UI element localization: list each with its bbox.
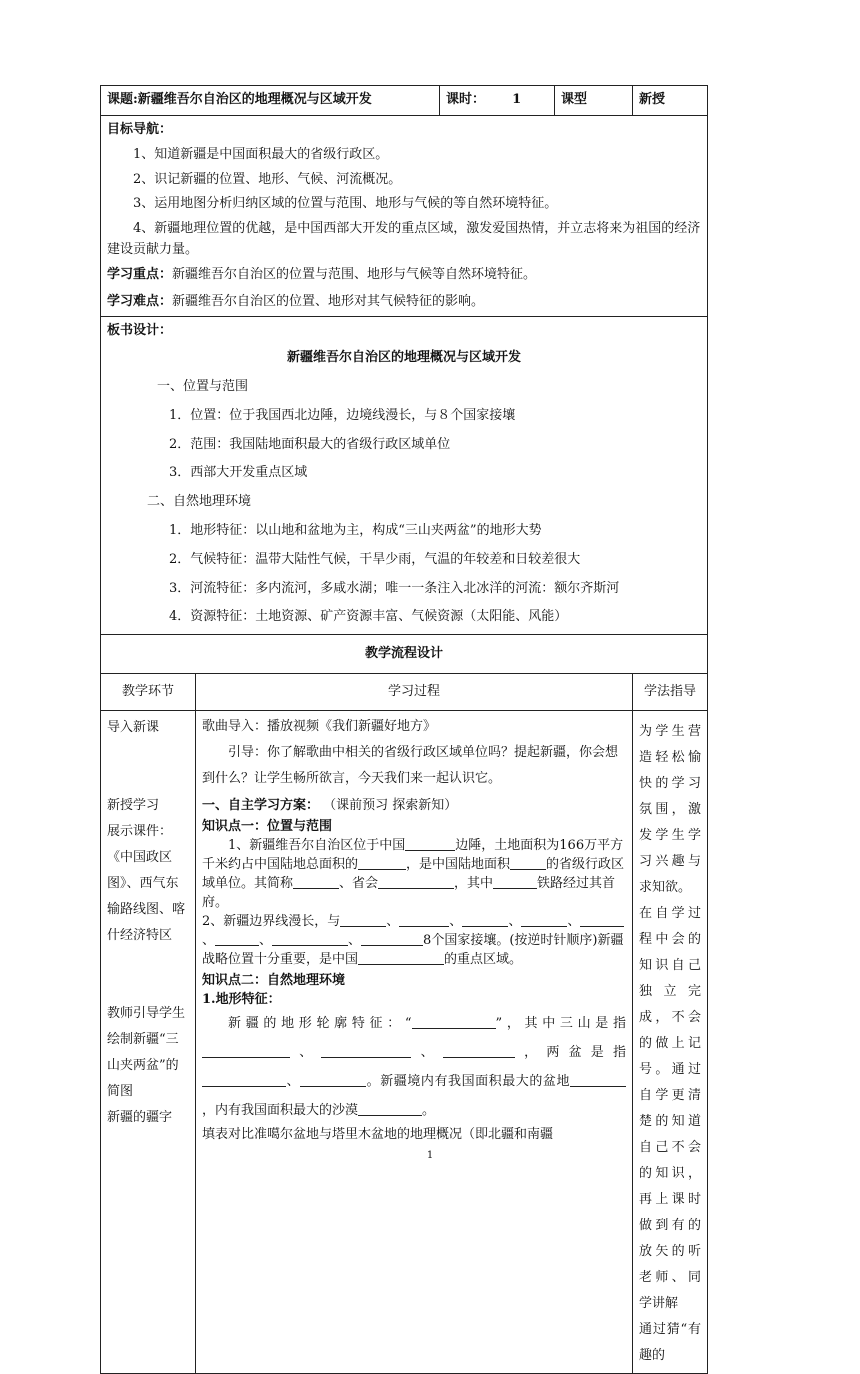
objectives-title: 目标导航： bbox=[107, 122, 173, 137]
board-item: 3．河流特征：多内流河，多咸水湖；唯一一条注入北冰洋的河流：额尔齐斯河 bbox=[169, 580, 620, 596]
board-item: 2．范围：我国陆地面积最大的省级行政区域单位 bbox=[169, 436, 451, 452]
difficult-points bbox=[107, 292, 701, 313]
blank-field[interactable] bbox=[321, 1044, 411, 1058]
key-points bbox=[107, 265, 701, 286]
blank-field[interactable] bbox=[521, 913, 567, 927]
board-item: 1．位置：位于我国西北边陲，边境线漫长，与８个国家接壤 bbox=[169, 407, 516, 423]
blank-field[interactable] bbox=[405, 837, 455, 851]
knowledge-1-title: 知识点一：位置与范围 bbox=[202, 819, 333, 835]
blank-field[interactable] bbox=[510, 856, 546, 870]
objective-item: 1、知道新疆是中国面积最大的省级行政区。 bbox=[133, 146, 389, 162]
objective-item: 4、新疆地理位置的优越，是中国西部大开发的重点区域，激发爱国热情，并立志将来为祖国的经济建设贡献力量。 bbox=[107, 221, 701, 257]
difficulty-label: 学习难点： bbox=[107, 293, 173, 309]
blank-field[interactable] bbox=[358, 856, 406, 870]
period-value: 1 bbox=[512, 92, 522, 108]
blank-field[interactable] bbox=[412, 1015, 496, 1029]
lesson-plan-page bbox=[100, 85, 707, 1374]
plan-title: 一、自主学习方案： bbox=[202, 798, 320, 814]
flow-title: 教学流程设计 bbox=[101, 635, 708, 674]
board-section-2: 二、自然地理环境 bbox=[147, 494, 252, 510]
k1-text-d: 的省级行政区域单位。其简称 bbox=[202, 857, 625, 892]
blank-field[interactable] bbox=[215, 932, 259, 946]
plan-note: （课前预习 探索新知） bbox=[323, 798, 458, 814]
blank-field[interactable] bbox=[272, 932, 348, 946]
lesson-plan-table bbox=[100, 85, 708, 1374]
board-row bbox=[101, 317, 708, 635]
page-number: 1 bbox=[426, 1150, 434, 1161]
board-section-1: 一、位置与范围 bbox=[157, 378, 249, 394]
k1-border-c: 的重点区域。 bbox=[444, 952, 523, 968]
terrain-d: 。新疆境内有我国面积最大的盆地 bbox=[366, 1074, 571, 1090]
blank-field[interactable] bbox=[570, 1073, 626, 1087]
flow-title-row bbox=[101, 635, 708, 674]
guide-column bbox=[633, 711, 708, 1374]
blank-field[interactable] bbox=[293, 875, 339, 889]
blank-field[interactable] bbox=[580, 913, 624, 927]
terrain-f: 。 bbox=[422, 1103, 436, 1119]
k1-text-f: ，其中 bbox=[454, 876, 494, 892]
knowledge-2-title: 知识点二：自然地理环境 bbox=[202, 973, 346, 989]
terrain-b: ”，其中三山是指 bbox=[495, 1016, 626, 1032]
board-item: 1．地形特征：以山地和盆地为主，构成“三山夹两盆”的地形大势 bbox=[169, 522, 542, 538]
difficulty-text: 新疆维吾尔自治区的位置、地形对其气候特征的影响。 bbox=[172, 293, 485, 309]
compare-basins: 填表对比准噶尔盆地与塔里木盆地的地理概况（即北疆和南疆 bbox=[202, 1127, 554, 1143]
stage-intro: 导入新课 bbox=[107, 720, 160, 736]
knowledge-1-borders: 2、新疆边界线漫长，与 、 、 、 、、 、 、 8个国家接壤。(按逆时针顺序)新疆战略位置十分重要，是中国 的重点区域。 bbox=[202, 914, 624, 968]
stage-courseware: 《中国政区图》、西气东输路线图、喀什经济特区 bbox=[107, 850, 186, 944]
guide-b: 在自学过程中会的知识自己独立完成，不会的做上记号。通过自学更清楚的知道自己不会的知识，再上课时做到有的放矢的听老师、同学讲解 bbox=[639, 906, 702, 1312]
k1-text-b: 边陲，土地面积为166万平方千米约占中国陆地总面积的 bbox=[202, 838, 624, 873]
flow-header-row bbox=[101, 674, 708, 711]
header-row bbox=[101, 86, 708, 116]
flow-col-guide: 学法指导 bbox=[633, 674, 708, 711]
blank-field[interactable] bbox=[358, 1102, 422, 1116]
knowledge-1-text bbox=[202, 836, 626, 912]
objective-item: 2、识记新疆的位置、地形、气候、河流概况。 bbox=[133, 171, 402, 187]
blank-field[interactable] bbox=[493, 875, 537, 889]
objectives-row bbox=[101, 116, 708, 317]
k1-text-a: 1、新疆维吾尔自治区位于中国 bbox=[228, 838, 406, 854]
period-label: 课时： bbox=[446, 92, 486, 108]
terrain-c: ，两盆是指 bbox=[514, 1045, 627, 1061]
flow-col-process: 学习过程 bbox=[196, 674, 633, 711]
blank-field[interactable] bbox=[443, 1044, 515, 1058]
key-text: 新疆维吾尔自治区的位置与范围、地形与气候等自然环境特征。 bbox=[172, 266, 537, 282]
blank-field[interactable] bbox=[399, 913, 449, 927]
blank-field[interactable] bbox=[202, 1073, 286, 1087]
stage-guide: 教师引导学生绘制新疆“三山夹两盆”的简图 bbox=[107, 1006, 186, 1100]
objective-item: 3、运用地图分析归纳区域的位置与范围、地形与气候的等自然环境特征。 bbox=[133, 196, 558, 212]
period-cell bbox=[440, 86, 555, 116]
intro-guide: 引导：你了解歌曲中相关的省级行政区域单位吗？提起新疆，你会想到什么？让学生畅所欲言，今天我们来一起认识它。 bbox=[202, 745, 619, 787]
k1-text-c: ，是中国陆地面积 bbox=[406, 857, 511, 873]
topic-cell: 课题:新疆维吾尔自治区的地理概况与区域开发 bbox=[101, 86, 440, 116]
board-item: 2．气候特征：温带大陆性气候，干旱少雨，气温的年较差和日较差很大 bbox=[169, 551, 581, 567]
k1-border-a: 2、新疆边界线漫长，与 bbox=[202, 914, 341, 930]
flow-col-stage: 教学环节 bbox=[101, 674, 196, 711]
intro-song: 歌曲导入：播放视频《我们新疆好地方》 bbox=[202, 719, 437, 735]
key-label: 学习重点： bbox=[107, 266, 173, 282]
blank-field[interactable] bbox=[462, 913, 508, 927]
stage-column bbox=[101, 711, 196, 1374]
guide-c: 通过猜“有趣的 bbox=[639, 1322, 702, 1364]
board-cell bbox=[101, 317, 708, 635]
stage-char: 新疆的疆字 bbox=[107, 1110, 173, 1126]
process-column bbox=[196, 711, 633, 1374]
board-item: 3．西部大开发重点区域 bbox=[169, 465, 308, 481]
board-title: 板书设计： bbox=[107, 323, 173, 339]
blank-field[interactable] bbox=[378, 875, 454, 889]
terrain-e: ，内有我国面积最大的沙漠 bbox=[202, 1103, 359, 1119]
board-heading: 新疆维吾尔自治区的地理概况与区域开发 bbox=[287, 350, 522, 366]
stage-show: 展示课件： bbox=[107, 824, 173, 840]
type-value-cell: 新授 bbox=[633, 86, 708, 116]
k1-text-e: 、省会 bbox=[339, 876, 379, 892]
flow-body-row bbox=[101, 711, 708, 1374]
stage-new: 新授学习 bbox=[107, 798, 160, 814]
k1-text-g: 铁路经过其首府。 bbox=[202, 876, 616, 911]
terrain-text: 新疆的地形轮廓特征：“ ”，其中三山是指、 、 ，两盆是指、 。新疆境内有我国面积最大的盆地，内有我国面积最大的沙漠 。 bbox=[202, 1016, 627, 1119]
k1-border-b: 8个国家接壤。(按逆时针顺序)新疆战略位置十分重要，是中国 bbox=[202, 933, 624, 968]
blank-field[interactable] bbox=[340, 913, 386, 927]
self-study-plan bbox=[202, 796, 626, 815]
guide-a: 为学生营造轻松愉快的学习氛围，激发学生学习兴趣与求知欲。 bbox=[639, 724, 702, 896]
terrain-a: 新疆的地形轮廓特征：“ bbox=[228, 1016, 412, 1032]
terrain-subtitle: 1.地形特征： bbox=[202, 992, 281, 1008]
board-item: 4．资源特征：土地资源、矿产资源丰富、气候资源（太阳能、风能） bbox=[169, 609, 568, 625]
blank-field[interactable] bbox=[361, 932, 423, 946]
type-label-cell: 课型 bbox=[555, 86, 633, 116]
blank-field[interactable] bbox=[358, 951, 444, 965]
blank-field[interactable] bbox=[300, 1073, 366, 1087]
blank-field[interactable] bbox=[202, 1044, 290, 1058]
objectives-cell bbox=[101, 116, 708, 317]
